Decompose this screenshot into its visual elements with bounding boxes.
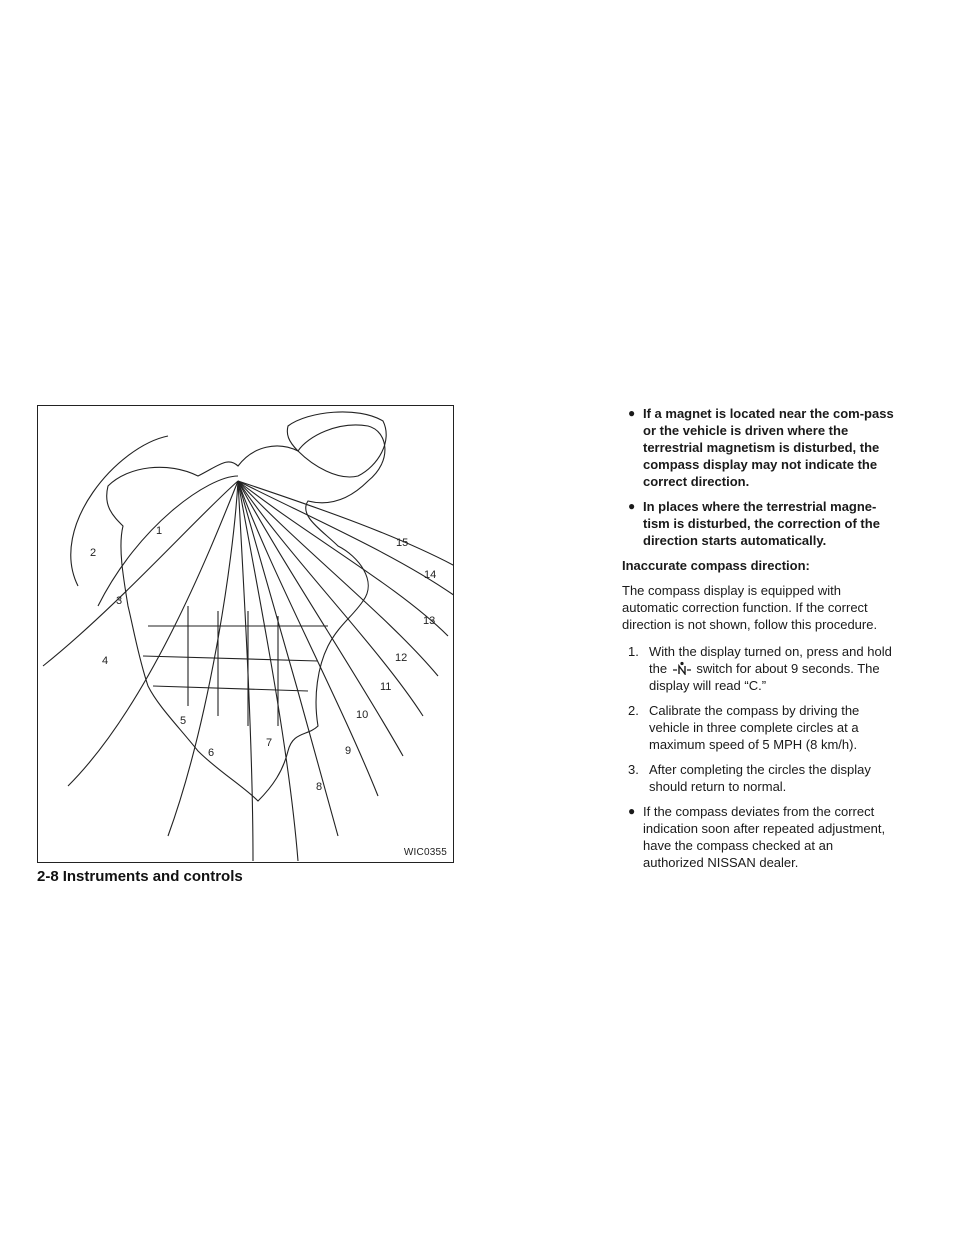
zone-label: 11 bbox=[380, 681, 392, 693]
procedure-step bbox=[622, 761, 897, 795]
section-title: Instruments and controls bbox=[62, 868, 243, 885]
zone-label: 13 bbox=[423, 615, 436, 627]
zone-label: 12 bbox=[395, 652, 408, 664]
bullet-text: If the compass deviates from the correct indication soon after repeated adjustment, have the compass checked at an authorized NISSAN dealer. bbox=[643, 804, 886, 870]
page-footer bbox=[37, 868, 243, 885]
step-text-post: switch for about 9 seconds. The display will read “C.” bbox=[649, 661, 880, 693]
page-number: 2-8 bbox=[37, 868, 59, 885]
intro-paragraph: The compass display is equipped with automatic correction function. If the correct direction is not shown, follow this procedure. bbox=[622, 583, 878, 632]
zone-label: 8 bbox=[316, 781, 323, 793]
zone-label: 10 bbox=[356, 709, 369, 721]
procedure-step bbox=[622, 702, 897, 753]
section-heading: Inaccurate compass direction: bbox=[622, 558, 810, 573]
compass-zone-map-figure bbox=[37, 405, 454, 863]
step-text-pre: With the display turned on, press and hold the bbox=[649, 644, 892, 676]
bullet-text: In places where the terrestrial magne-tism is disturbed, the correction of the direction starts automatically. bbox=[643, 499, 880, 548]
instructions-column bbox=[622, 405, 897, 879]
step-number: 2. bbox=[628, 703, 639, 718]
zone-label: 2 bbox=[90, 547, 97, 559]
zone-label: 3 bbox=[116, 595, 123, 607]
zone-label: 7 bbox=[266, 737, 273, 749]
step-number: 1. bbox=[628, 644, 639, 659]
zone-label: 5 bbox=[180, 715, 187, 727]
warning-bullet bbox=[622, 498, 897, 549]
bullet-icon: ● bbox=[628, 406, 636, 420]
step-text: Calibrate the compass by driving the vehicle in three complete circles at a maximum speed of 5 MPH (8 km/h). bbox=[649, 703, 860, 752]
compass-north-switch-icon bbox=[671, 661, 693, 675]
compass-zone-map bbox=[38, 406, 454, 863]
figure-code: WIC0355 bbox=[403, 847, 447, 858]
bullet-icon: ● bbox=[628, 804, 636, 818]
zone-label: 6 bbox=[208, 747, 215, 759]
note-bullet bbox=[622, 803, 897, 871]
bullet-text: If a magnet is located near the com-pass or the vehicle is driven where the terrestrial magnetism is disturbed, the compass display may not indicate the correct direction. bbox=[643, 406, 894, 489]
bullet-icon: ● bbox=[628, 499, 636, 513]
zone-label: 4 bbox=[102, 655, 109, 667]
zone-label: 9 bbox=[345, 745, 352, 757]
step-number: 3. bbox=[628, 762, 639, 777]
zone-label: 1 bbox=[156, 525, 163, 537]
zone-label: 14 bbox=[424, 569, 437, 581]
zone-label: 15 bbox=[396, 537, 409, 549]
step-text: After completing the circles the display should return to normal. bbox=[649, 762, 871, 794]
warning-bullet bbox=[622, 405, 897, 490]
procedure-step bbox=[622, 643, 897, 694]
